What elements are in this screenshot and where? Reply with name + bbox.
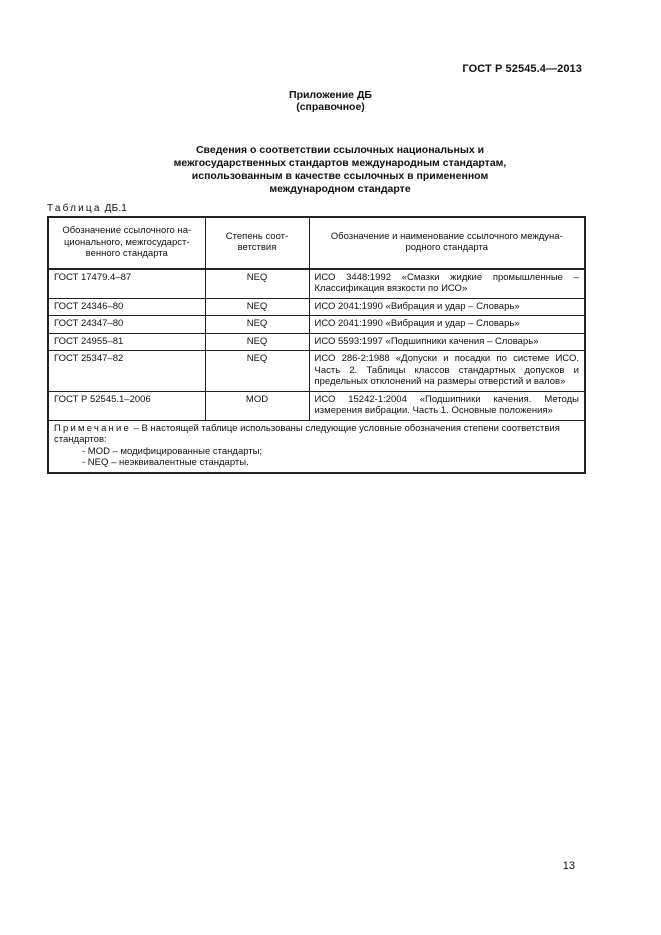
note-text: – В настоящей таблице использованы следующие условные обозначения степени соответствия стандартов: — [54, 422, 560, 445]
table-row — [48, 333, 585, 351]
table-row — [48, 351, 585, 392]
reference-table — [47, 216, 586, 474]
appendix-subtitle: (справочное) — [296, 101, 365, 113]
cell-gost: ГОСТ 24955–81 — [48, 333, 205, 351]
header-international-standard: Обозначение и наименование ссылочного междуна-родного стандарта — [309, 217, 585, 269]
section-heading — [120, 144, 560, 196]
cell-gost: ГОСТ Р 52545.1–2006 — [48, 391, 205, 420]
header-national-standard: Обозначение ссылочного на-ционального, межгосударст-венного стандарта — [48, 217, 205, 269]
table-note-row — [48, 420, 585, 473]
cell-degree: NEQ — [205, 351, 309, 392]
heading-line: использованным в качестве ссылочных в примененном — [191, 170, 489, 182]
cell-degree: MOD — [205, 391, 309, 420]
cell-gost: ГОСТ 24347–80 — [48, 316, 205, 334]
note-item-neq: - NEQ – неэквивалентные стандарты. — [82, 457, 249, 468]
cell-international: ИСО 286-2:1988 «Допуски и посадки по системе ИСО. Часть 2. Таблицы классов стандартных допусков и предельных отклонений на размеры отверстий и валов» — [309, 351, 585, 392]
cell-international: ИСО 2041:1990 «Вибрация и удар – Словарь» — [309, 316, 585, 334]
appendix-title: Приложение ДБ — [289, 89, 372, 101]
table-row — [48, 269, 585, 299]
cell-international: ИСО 15242-1:2004 «Подшипники качения. Методы измерения вибрации. Часть 1. Основные положения» — [309, 391, 585, 420]
table-row — [48, 298, 585, 316]
appendix-heading — [0, 89, 661, 113]
heading-line: международном стандарте — [269, 183, 411, 195]
table-label — [47, 203, 127, 214]
page-number: 13 — [562, 860, 575, 872]
table-row — [48, 316, 585, 334]
heading-line: межгосударственных стандартов международным стандартам, — [173, 157, 507, 169]
table-label-number: ДБ.1 — [104, 203, 128, 214]
cell-gost: ГОСТ 25347–82 — [48, 351, 205, 392]
cell-gost: ГОСТ 24346–80 — [48, 298, 205, 316]
note-item-mod: - MOD – модифицированные стандарты; — [82, 445, 263, 457]
cell-degree: NEQ — [205, 333, 309, 351]
cell-international: ИСО 2041:1990 «Вибрация и удар – Словарь» — [309, 298, 585, 316]
cell-degree: NEQ — [205, 298, 309, 316]
table-label-prefix: Таблица — [47, 203, 102, 214]
cell-degree: NEQ — [205, 269, 309, 299]
cell-international: ИСО 5593:1997 «Подшипники качения – Словарь» — [309, 333, 585, 351]
standard-code: ГОСТ Р 52545.4—2013 — [462, 63, 582, 75]
table-note — [48, 420, 585, 473]
cell-degree: NEQ — [205, 316, 309, 334]
table-header-row — [48, 217, 585, 269]
heading-line: Сведения о соответствии ссылочных национальных и — [195, 144, 485, 156]
table-row — [48, 391, 585, 420]
header-degree: Степень соот-ветствия — [205, 217, 309, 269]
cell-gost: ГОСТ 17479.4–87 — [48, 269, 205, 299]
cell-international: ИСО 3448:1992 «Смазки жидкие промышленные – Классификация вязкости по ИСО» — [309, 269, 585, 299]
note-label: Примечание — [54, 422, 131, 434]
